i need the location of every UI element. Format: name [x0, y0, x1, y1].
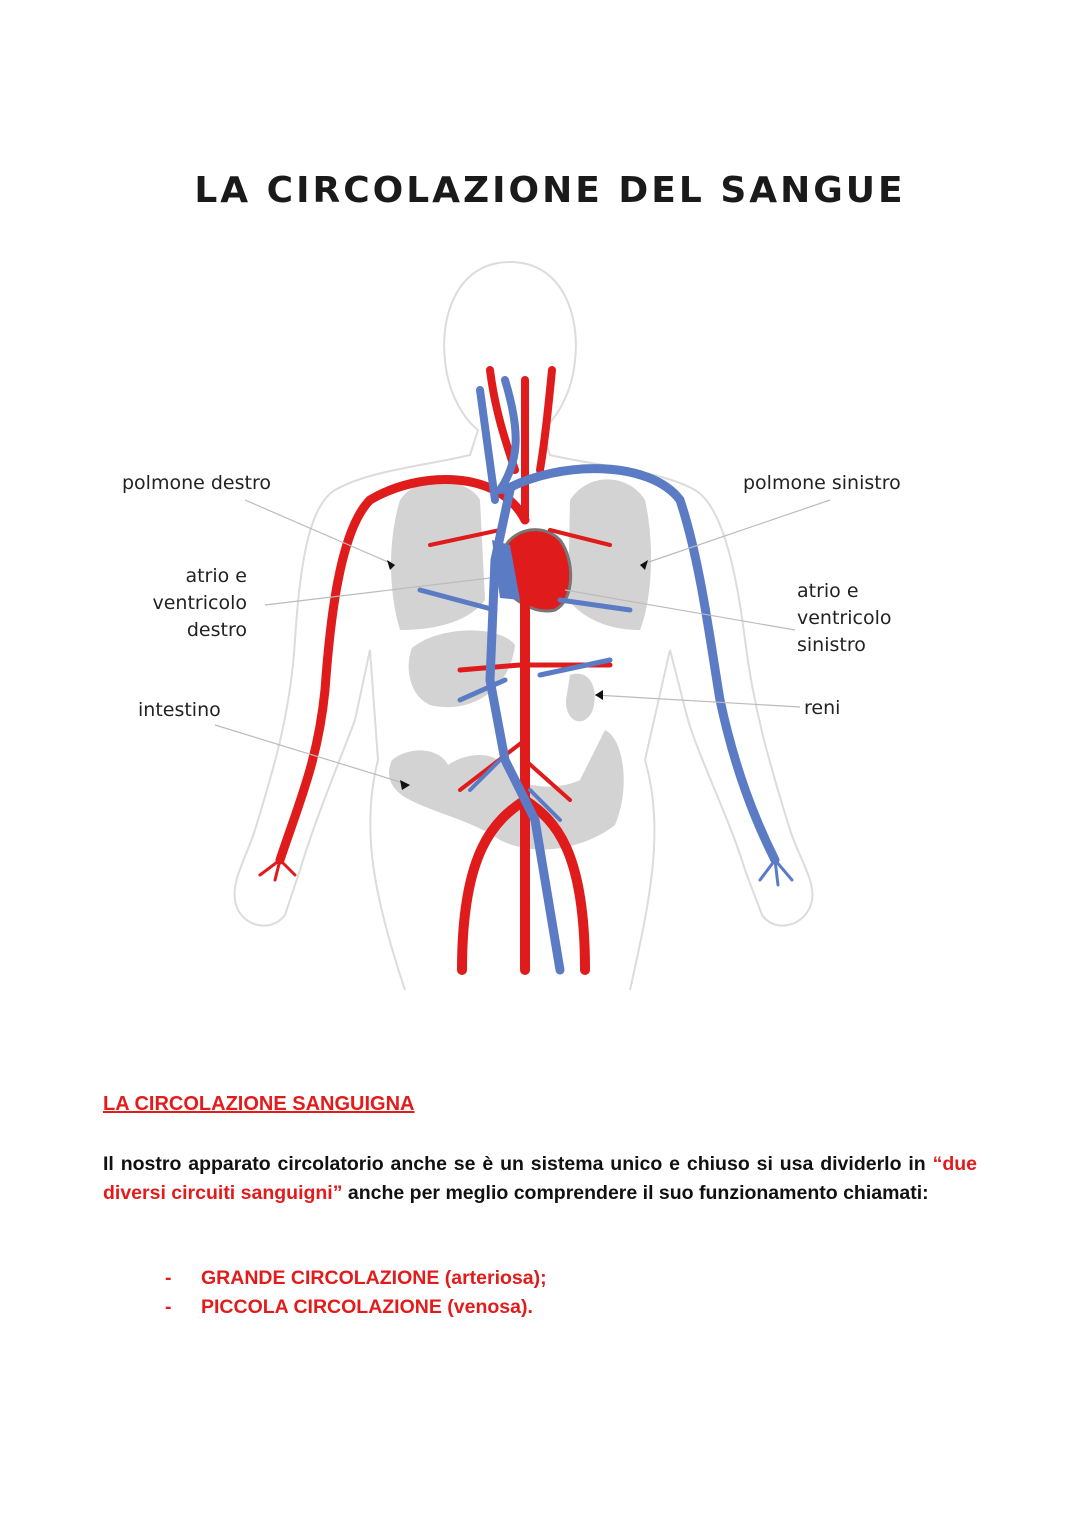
label-left-lung: polmone sinistro: [743, 472, 901, 494]
label-left-heart: [797, 578, 892, 659]
paragraph-text-1: Il nostro apparato circolatorio anche se è un sistema unico e chiuso si usa dividerlo in: [103, 1153, 933, 1175]
label-right-heart-line2: ventricolo: [152, 592, 247, 614]
list-item: - GRANDE CIRCOLAZIONE (arteriosa);: [165, 1264, 547, 1293]
intro-paragraph: [103, 1150, 977, 1208]
label-left-heart-line1: atrio e: [797, 580, 859, 602]
diagram-title: LA CIRCOLAZIONE DEL SANGUE: [194, 170, 906, 211]
paragraph-highlight: “due diversi circuiti sanguigni”: [103, 1153, 977, 1204]
circulation-list: [165, 1264, 547, 1322]
list-item: - PICCOLA CIRCOLAZIONE (venosa).: [165, 1293, 547, 1322]
kidney-shape: [566, 674, 595, 722]
label-right-lung: polmone destro: [122, 472, 271, 494]
label-left-heart-line3: sinistro: [797, 634, 866, 656]
label-right-heart-line3: destro: [186, 619, 247, 641]
section-heading: LA CIRCOLAZIONE SANGUIGNA: [103, 1093, 415, 1115]
label-intestine: intestino: [138, 699, 221, 721]
label-right-heart-line1: atrio e: [185, 565, 247, 587]
label-right-heart: [120, 563, 247, 644]
paragraph-text-2: anche per meglio comprendere il suo funzionamento chiamati:: [342, 1182, 929, 1204]
label-kidneys: reni: [804, 697, 841, 719]
right-lung-shape: [391, 481, 485, 630]
label-left-heart-line2: ventricolo: [797, 607, 892, 629]
